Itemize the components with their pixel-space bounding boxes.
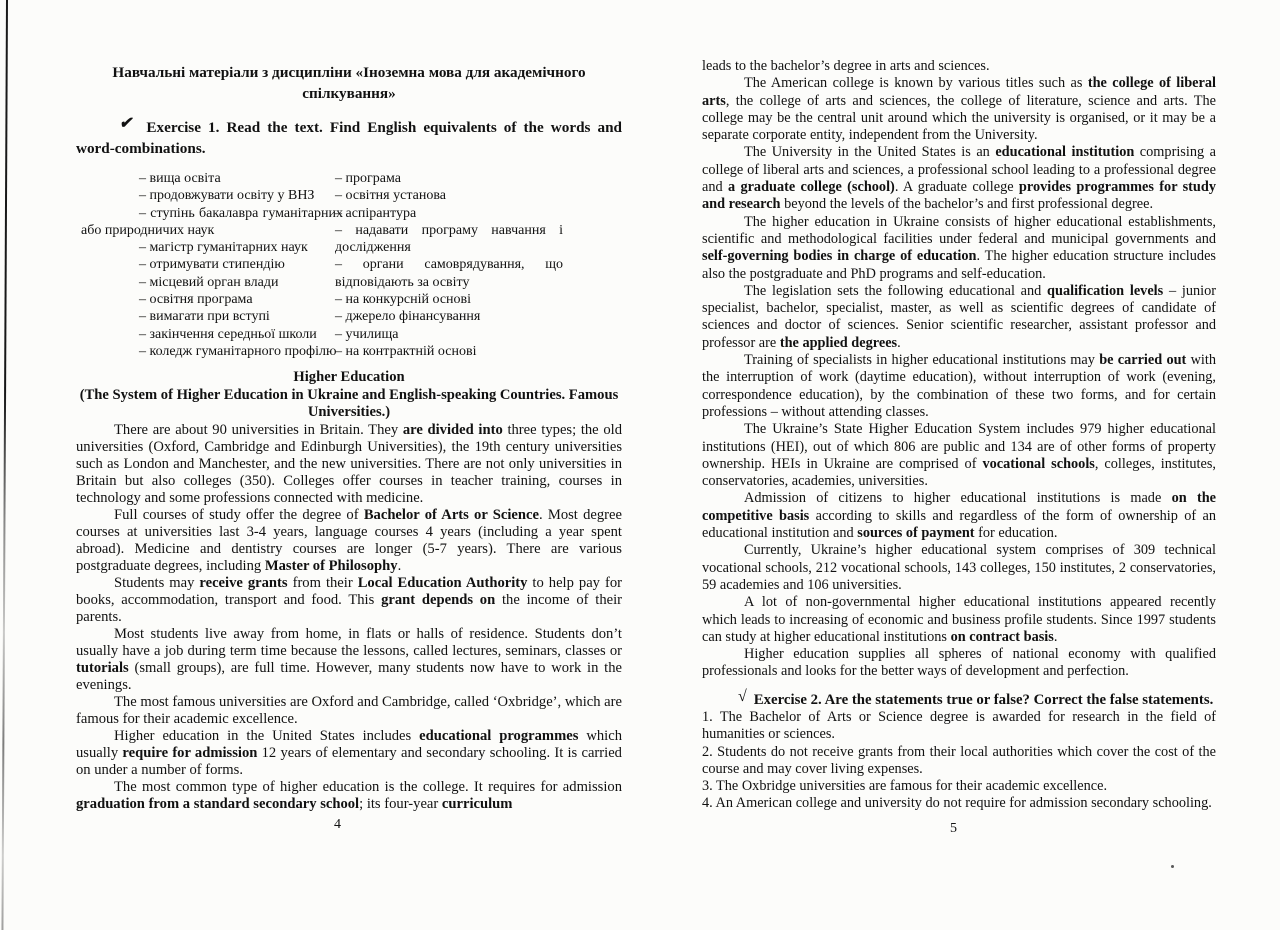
vocabulary-list bbox=[76, 170, 622, 361]
vocab-item: – закінчення середньої школи bbox=[139, 326, 317, 342]
statement: 2. Students do not receive grants from their local authorities which cover the cost of the course and may cover living expenses. bbox=[702, 743, 1216, 777]
paragraph: Most students live away from home, in flats or halls of residence. Students don’t usually have a job during term time because the lessons, called lectures, seminars, classes or tutorials (small groups), are full time. However, many students now have to work in the evenings. bbox=[76, 625, 622, 693]
vocab-item: – освітня програма bbox=[139, 292, 253, 308]
vocab-item: – вища освіта bbox=[139, 171, 221, 186]
vocab-item: – на контрактній основі bbox=[335, 343, 477, 359]
check-icon: √ bbox=[738, 687, 747, 705]
paragraph: The Ukraine’s State Higher Education System includes 979 higher educational institutions (HEI), out of which 806 are public and 134 are of other forms of property ownership. HEIs in Ukraine are comprised of vocational schools, colleges, institutes, conservatories, academies, universities. bbox=[702, 421, 1217, 490]
vocab-item: – аспірантура bbox=[335, 205, 417, 221]
vocab-item: – надавати програму навчання і дослідження bbox=[335, 222, 563, 256]
vocab-item: – продовжувати освіту у ВНЗ bbox=[139, 188, 315, 204]
page-right bbox=[702, 58, 1216, 922]
vocab-item: – магістр гуманітарних наук bbox=[139, 240, 308, 256]
vocab-item: – училища bbox=[335, 326, 399, 342]
reading-subtitle: (The System of Higher Education in Ukraine and English-speaking Countries. Famous Universities.) bbox=[79, 386, 619, 420]
vocab-item: – освітня установа bbox=[335, 188, 446, 204]
paragraph: The higher education in Ukraine consists of higher educational establishments, scientific and methodological facilities under federal and municipal governments and self-governing bodies in charge of education. The higher education structure includes also the postgraduate and PhD programs and self-education. bbox=[702, 213, 1216, 282]
course-title: Навчальні матеріали з дисципліни «Іноземна мова для академічного спілкування» bbox=[112, 64, 586, 102]
paragraph: The most common type of higher education is the college. It requires for admission graduation from a standard secondary school; its four-year curriculum bbox=[76, 778, 622, 812]
exercise2-heading bbox=[702, 687, 1216, 709]
paragraph: Admission of citizens to higher educational institutions is made on the competitive basis according to skills and regardless of the form of ownership of an educational institution and sources of payment for education. bbox=[702, 490, 1217, 542]
paragraph: Higher education in the United States includes educational programmes which usually require for admission 12 years of elementary and secondary schooling. It is carried on under a number of forms. bbox=[76, 727, 622, 778]
vocab-item: – джерело фінансування bbox=[335, 309, 481, 325]
page-number: 4 bbox=[334, 817, 341, 832]
paragraph: Currently, Ukraine’s higher educational system comprises of 309 technical vocational schools, 212 vocational schools, 143 colleges, 150 institutes, 2 conservatories, 59 academies and 106 universities. bbox=[702, 542, 1216, 593]
paragraph: Higher education supplies all spheres of national economy with qualified professionals and looks for the better ways of development and perfection. bbox=[702, 646, 1216, 680]
paragraph: The legislation sets the following educational and qualification levels – junior specialist, bachelor, specialist, master, as well as scientific degrees of candidate of sciences and doctor of sciences. Senior scientific researcher, assistant professor and professor are the applied degrees. bbox=[702, 282, 1216, 351]
vocab-item: – отримувати стипендію bbox=[139, 257, 285, 273]
statement: 1. The Bachelor of Arts or Science degree is awarded for research in the field of humanities or sciences. bbox=[702, 708, 1216, 743]
reading-title: Higher Education bbox=[293, 369, 405, 385]
vocab-column-right bbox=[335, 170, 563, 360]
exercise1-title: Exercise 1. Read the text. Find English equivalents of the words and word-combinations. bbox=[76, 119, 622, 157]
vocab-item: – ступінь бакалавра гуманітарних або природничих наук bbox=[81, 205, 343, 238]
paragraph: There are about 90 universities in Britain. They are divided into three types; the old universities (Oxford, Cambridge and Edinburgh Universities), the 19th century universities such as London and Manchester, and the new universities. There are not only universities in Britain but also colleges (350). Colleges offer courses in teacher training, courses in technology and some professions connected with medicine. bbox=[76, 421, 622, 506]
vocab-item: – вимагати при вступі bbox=[139, 309, 270, 325]
paragraph: Students may receive grants from their Local Education Authority to help pay for books, accommodation, transport and food. This grant depends on the income of their parents. bbox=[76, 574, 623, 625]
paragraph: Training of specialists in higher educational institutions may be carried out with the interruption of work (daytime education), without interruption of work (evening, correspondence education), by the combination of these two forms, and for certain professions – without attending classes. bbox=[702, 352, 1217, 420]
paragraph: The University in the United States is an educational institution comprising a college of liberal arts and sciences, a professional school leading to a professional degree and a graduate college (school). A graduate college provides programmes for study and research beyond the levels of the bachelor’s and first professional degree. bbox=[702, 144, 1216, 213]
paragraph: The American college is known by various titles such as the college of liberal arts, the college of arts and sciences, the college of literature, science and arts. The college may be the central unit around which the university is organised, or it may be a separate corporate entity, independent from the University. bbox=[702, 75, 1216, 144]
paragraph: A lot of non-governmental higher educational institutions appeared recently which leads to increasing of economic and business profile students. Since 1997 students can study at higher educational institutions on contract basis. bbox=[702, 594, 1216, 645]
page-left bbox=[76, 62, 622, 922]
vocab-column-left bbox=[81, 170, 343, 360]
exercise1-heading bbox=[76, 117, 622, 159]
paragraph: Full courses of study offer the degree of Bachelor of Arts or Science. Most degree courses at universities last 3-4 years, language courses 4 years (including a year spent abroad). Medicine and dentistry courses are longer (5-7 years). There are various postgraduate degrees, including Master of Philosophy. bbox=[76, 506, 622, 574]
scan-edge-line bbox=[1, 0, 8, 930]
vocab-item: – на конкурсній основі bbox=[335, 292, 472, 308]
vocab-item: – органи самоврядування, що відповідають за освіту bbox=[335, 257, 563, 290]
statement: 4. An American college and university do not require for admission secondary schooling. bbox=[702, 795, 1212, 812]
page-number: 5 bbox=[950, 821, 957, 836]
vocab-item: – коледж гуманітарного профілю bbox=[139, 343, 337, 359]
exercise2-title: Exercise 2. Are the statements true or false? Correct the false statements. bbox=[753, 691, 1214, 708]
vocab-item: – програма bbox=[335, 171, 401, 186]
statement: 3. The Oxbridge universities are famous for their academic excellence. bbox=[702, 778, 1108, 795]
check-icon: ✔ bbox=[118, 115, 135, 132]
vocab-item: – місцевий орган влади bbox=[139, 274, 279, 290]
paragraph: leads to the bachelor’s degree in arts and sciences. bbox=[702, 58, 990, 74]
paragraph: The most famous universities are Oxford and Cambridge, called ‘Oxbridge’, which are famous for their academic excellence. bbox=[76, 693, 622, 727]
